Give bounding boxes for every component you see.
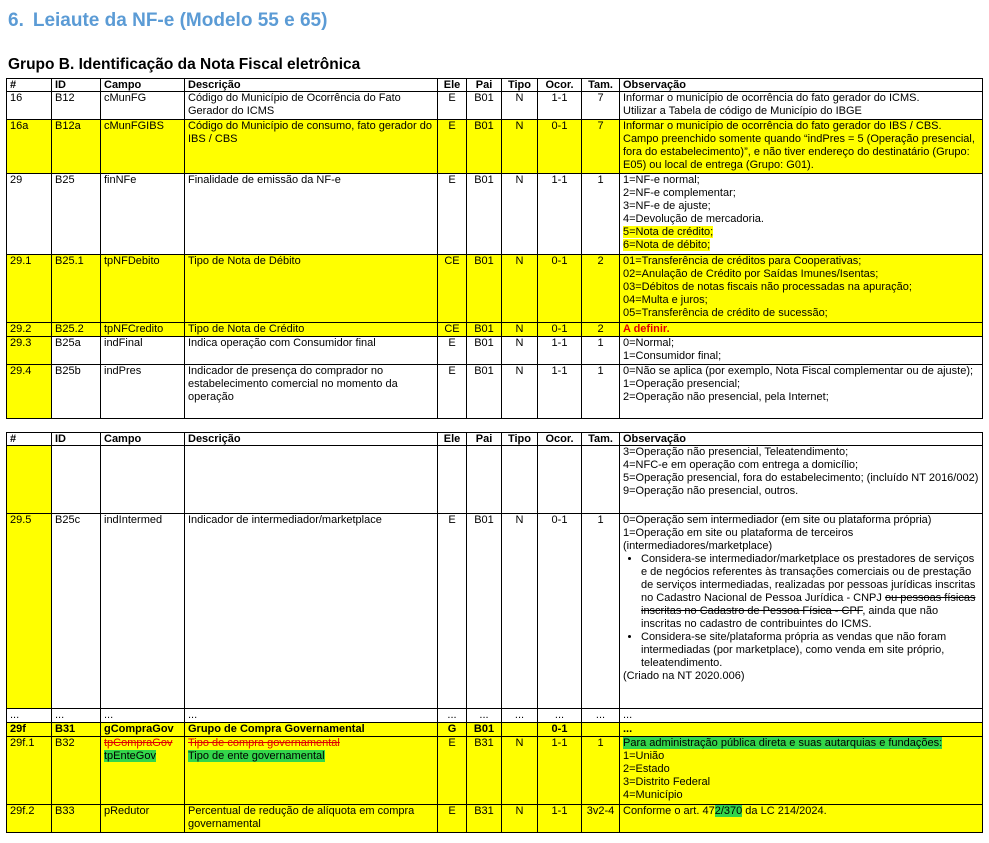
cell-pai: B01	[467, 174, 502, 255]
header-tipo: Tipo	[502, 433, 538, 446]
cell-id: B33	[52, 805, 101, 833]
table-row	[7, 323, 983, 337]
obs-text: , ainda que não inscritas no cadastro de contribuintes do ICMS.	[641, 605, 939, 630]
cell-observacao	[620, 446, 983, 514]
header-num: #	[7, 433, 52, 446]
cell-tipo: N	[502, 255, 538, 323]
desc-new: Tipo de ente governamental	[188, 750, 325, 762]
cell-observacao	[620, 365, 983, 419]
cell-ocor: 0-1	[538, 323, 582, 337]
cell-tam: 1	[582, 737, 620, 805]
section-title: Leiaute da NF-e (Modelo 55 e 65)	[32, 10, 328, 31]
obs-line: 03=Débitos de notas fiscais não processadas na apuração;	[623, 281, 912, 293]
obs-line-highlight: 6=Nota de débito;	[623, 239, 711, 251]
obs-text-green: 2/370	[714, 805, 743, 817]
table-row	[7, 120, 983, 174]
cell-ocor: ...	[538, 709, 582, 723]
cell-descricao: Código do Município de Ocorrência do Fato Gerador do ICMS	[185, 92, 438, 120]
cell-ele: CE	[438, 255, 467, 323]
table-row	[7, 255, 983, 323]
desc-old: Tipo de compra governamental	[188, 737, 340, 749]
cell-observacao: ...	[620, 723, 983, 737]
header-id: ID	[52, 433, 101, 446]
obs-line: Informar o município de ocorrência do fato gerador do ICMS.	[623, 92, 920, 104]
table-row	[7, 337, 983, 365]
cell-observacao: ...	[620, 709, 983, 723]
cell-num: 29f.1	[7, 737, 52, 805]
cell-pai: B01	[467, 120, 502, 174]
cell-num: 29.4	[7, 365, 52, 419]
obs-text: da LC 214/2024.	[742, 805, 827, 817]
cell-tipo	[502, 446, 538, 514]
cell-tam	[582, 723, 620, 737]
cell-pai: B01	[467, 365, 502, 419]
cell-ocor: 1-1	[538, 92, 582, 120]
cell-id: B25a	[52, 337, 101, 365]
cell-descricao: ...	[185, 709, 438, 723]
cell-pai: B01	[467, 514, 502, 709]
obs-bullet	[641, 631, 979, 670]
table-row	[7, 174, 983, 255]
cell-observacao	[620, 92, 983, 120]
cell-descricao: Indica operação com Consumidor final	[185, 337, 438, 365]
section-heading	[8, 10, 327, 32]
header-ocor: Ocor.	[538, 433, 582, 446]
obs-line-green: Para administração pública direta e suas autarquias e fundações:	[623, 737, 943, 749]
obs-line: 4=Devolução de mercadoria.	[623, 213, 764, 225]
cell-ocor: 0-1	[538, 723, 582, 737]
cell-ocor: 1-1	[538, 337, 582, 365]
cell-ocor: 1-1	[538, 737, 582, 805]
header-descricao: Descrição	[185, 433, 438, 446]
cell-num: 29.3	[7, 337, 52, 365]
obs-line: 2=NF-e complementar;	[623, 187, 736, 199]
header-campo: Campo	[101, 79, 185, 92]
cell-descricao	[185, 737, 438, 805]
obs-line: 0=Normal;	[623, 337, 675, 349]
cell-campo	[101, 737, 185, 805]
cell-num: 16	[7, 92, 52, 120]
header-ele: Ele	[438, 433, 467, 446]
cell-tipo: N	[502, 514, 538, 709]
header-ocor: Ocor.	[538, 79, 582, 92]
cell-campo: indPres	[101, 365, 185, 419]
group-title: Grupo B. Identificação da Nota Fiscal eletrônica	[8, 56, 361, 73]
obs-strike-text: ou pessoas físicas inscritas no Cadastro de Pessoa Física - CPF	[641, 592, 976, 617]
obs-text: Considera-se site/plataforma própria as vendas que não foram intermediadas (por marketplace), como venda em site próprio, teleatendimento.	[641, 631, 947, 669]
campo-old: tpCompraGov	[104, 737, 173, 749]
obs-line: (Criado na NT 2020.006)	[623, 670, 745, 682]
cell-campo: pRedutor	[101, 805, 185, 833]
obs-line: 9=Operação não presencial, outros.	[623, 485, 799, 497]
cell-tipo: N	[502, 805, 538, 833]
cell-tam: 1	[582, 365, 620, 419]
header-descricao: Descrição	[185, 79, 438, 92]
cell-pai: B31	[467, 737, 502, 805]
cell-campo: ...	[101, 709, 185, 723]
cell-tipo: N	[502, 174, 538, 255]
cell-campo: gCompraGov	[101, 723, 185, 737]
obs-line: 1=Operação presencial;	[623, 378, 741, 390]
cell-tam: 3v2-4	[582, 805, 620, 833]
cell-ele: E	[438, 120, 467, 174]
cell-ocor: 1-1	[538, 174, 582, 255]
campo-new: tpEnteGov	[104, 750, 156, 762]
obs-line: 3=Operação não presencial, Teleatendimento;	[623, 446, 849, 458]
cell-pai: B01	[467, 337, 502, 365]
header-observacao: Observação	[620, 79, 983, 92]
cell-pai: B01	[467, 323, 502, 337]
header-tipo: Tipo	[502, 79, 538, 92]
cell-num: 29.2	[7, 323, 52, 337]
layout-table-1	[6, 78, 983, 419]
obs-line: 3=NF-e de ajuste;	[623, 200, 711, 212]
cell-pai: B01	[467, 92, 502, 120]
cell-campo: cMunFG	[101, 92, 185, 120]
obs-line: 04=Multa e juros;	[623, 294, 708, 306]
obs-bullets	[623, 553, 979, 670]
obs-text: Considera-se intermediador/marketplace os prestadores de serviços e de negócios referentes às transações comerciais ou de prestação de serviços intermediadas, realizadas por pessoas jurídicas inscritas no Cadastro Nacional de Pessoa Jurídica - CNPJ	[641, 553, 976, 604]
cell-ele: G	[438, 723, 467, 737]
obs-line: 3=Distrito Federal	[623, 776, 711, 788]
cell-id	[52, 446, 101, 514]
cell-descricao: Indicador de intermediador/marketplace	[185, 514, 438, 709]
cell-campo: finNFe	[101, 174, 185, 255]
cell-campo: tpNFCredito	[101, 323, 185, 337]
cell-num: ...	[7, 709, 52, 723]
cell-id: B25.1	[52, 255, 101, 323]
cell-ocor: 1-1	[538, 365, 582, 419]
header-campo: Campo	[101, 433, 185, 446]
obs-line: 0=Não se aplica (por exemplo, Nota Fiscal complementar ou de ajuste);	[623, 365, 974, 377]
table-header-row	[7, 433, 983, 446]
cell-descricao: Tipo de Nota de Crédito	[185, 323, 438, 337]
cell-tam: 1	[582, 337, 620, 365]
obs-line: 1=Consumidor final;	[623, 350, 722, 362]
cell-id: B12	[52, 92, 101, 120]
obs-line: 4=NFC-e em operação com entrega a domicílio;	[623, 459, 859, 471]
cell-id: ...	[52, 709, 101, 723]
header-ele: Ele	[438, 79, 467, 92]
table-row	[7, 805, 983, 833]
table-row	[7, 365, 983, 419]
cell-descricao: Grupo de Compra Governamental	[185, 723, 438, 737]
cell-ele: ...	[438, 709, 467, 723]
obs-bullet	[641, 553, 979, 631]
table-row	[7, 723, 983, 737]
cell-observacao	[620, 737, 983, 805]
cell-ele: E	[438, 92, 467, 120]
cell-ocor	[538, 446, 582, 514]
cell-num: 29.5	[7, 514, 52, 709]
cell-ele	[438, 446, 467, 514]
header-tam: Tam.	[582, 79, 620, 92]
cell-pai: B01	[467, 255, 502, 323]
obs-line: 2=Operação não presencial, pela Internet;	[623, 391, 829, 403]
cell-tam: 2	[582, 255, 620, 323]
header-id: ID	[52, 79, 101, 92]
cell-campo: indIntermed	[101, 514, 185, 709]
cell-id: B25.2	[52, 323, 101, 337]
cell-ele: E	[438, 365, 467, 419]
cell-descricao: Indicador de presença do comprador no estabelecimento comercial no momento da operação	[185, 365, 438, 419]
table-header-row	[7, 79, 983, 92]
cell-ele: E	[438, 514, 467, 709]
cell-num: 29f	[7, 723, 52, 737]
cell-campo	[101, 446, 185, 514]
obs-line: 0=Operação sem intermediador (em site ou plataforma própria)	[623, 514, 932, 526]
cell-id: B31	[52, 723, 101, 737]
obs-line: Utilizar a Tabela de código de Município do IBGE	[623, 105, 862, 117]
cell-tipo: N	[502, 92, 538, 120]
cell-num: 29f.2	[7, 805, 52, 833]
cell-tipo: ...	[502, 709, 538, 723]
cell-ele: E	[438, 337, 467, 365]
cell-descricao: Código do Município de consumo, fato gerador do IBS / CBS	[185, 120, 438, 174]
obs-line: 05=Transferência de crédito de sucessão;	[623, 307, 828, 319]
table-row-ellipsis	[7, 709, 983, 723]
obs-line: 4=Município	[623, 789, 683, 801]
header-pai: Pai	[467, 79, 502, 92]
cell-campo: cMunFGIBS	[101, 120, 185, 174]
cell-ele: E	[438, 805, 467, 833]
table-row	[7, 446, 983, 514]
obs-line: 1=Operação em site ou plataforma de terceiros (intermediadores/marketplace)	[623, 527, 854, 552]
cell-descricao: Tipo de Nota de Débito	[185, 255, 438, 323]
cell-tipo: N	[502, 365, 538, 419]
cell-id: B25	[52, 174, 101, 255]
cell-num: 29.1	[7, 255, 52, 323]
cell-tam: 7	[582, 120, 620, 174]
cell-tam	[582, 446, 620, 514]
cell-observacao	[620, 174, 983, 255]
obs-line: 02=Anulação de Crédito por Saídas Imunes/Isentas;	[623, 268, 879, 280]
cell-ocor: 0-1	[538, 120, 582, 174]
cell-tipo: N	[502, 323, 538, 337]
cell-tipo: N	[502, 337, 538, 365]
header-num: #	[7, 79, 52, 92]
obs-line: 1=NF-e normal;	[623, 174, 700, 186]
cell-id: B25c	[52, 514, 101, 709]
table-row	[7, 92, 983, 120]
obs-line-highlight: 5=Nota de crédito;	[623, 226, 714, 238]
table-row	[7, 514, 983, 709]
cell-descricao	[185, 446, 438, 514]
cell-pai: B01	[467, 723, 502, 737]
cell-observacao	[620, 337, 983, 365]
cell-ele: E	[438, 737, 467, 805]
cell-ocor: 0-1	[538, 255, 582, 323]
cell-id: B32	[52, 737, 101, 805]
cell-tam: 7	[582, 92, 620, 120]
cell-campo: indFinal	[101, 337, 185, 365]
table-row	[7, 737, 983, 805]
cell-tipo: N	[502, 737, 538, 805]
header-pai: Pai	[467, 433, 502, 446]
cell-ocor: 1-1	[538, 805, 582, 833]
cell-ele: CE	[438, 323, 467, 337]
cell-id: B25b	[52, 365, 101, 419]
cell-observacao: Informar o município de ocorrência do fato gerador do IBS / CBS. Campo preenchido somente quando “indPres = 5 (Operação presencial, fora do estabelecimento)”, e não tiver endereço do destinatário (Grupo: E05) ou local de entrega (Grupo: G01).	[620, 120, 983, 174]
cell-num	[7, 446, 52, 514]
cell-pai	[467, 446, 502, 514]
cell-tam: ...	[582, 709, 620, 723]
cell-pai: ...	[467, 709, 502, 723]
header-observacao: Observação	[620, 433, 983, 446]
cell-pai: B31	[467, 805, 502, 833]
cell-tipo	[502, 723, 538, 737]
cell-id: B12a	[52, 120, 101, 174]
obs-text: Conforme o art. 47	[623, 805, 715, 817]
cell-observacao	[620, 805, 983, 833]
section-number: 6.	[8, 10, 24, 31]
cell-descricao: Finalidade de emissão da NF-e	[185, 174, 438, 255]
layout-table-2	[6, 432, 983, 833]
cell-tipo: N	[502, 120, 538, 174]
cell-descricao: Percentual de redução de alíquota em compra governamental	[185, 805, 438, 833]
header-tam: Tam.	[582, 433, 620, 446]
cell-observacao	[620, 255, 983, 323]
cell-observacao	[620, 514, 983, 709]
cell-ele: E	[438, 174, 467, 255]
obs-line: 01=Transferência de créditos para Cooperativas;	[623, 255, 862, 267]
cell-observacao: A definir.	[620, 323, 983, 337]
cell-ocor: 0-1	[538, 514, 582, 709]
cell-num: 16a	[7, 120, 52, 174]
obs-line: 5=Operação presencial, fora do estabelecimento; (incluído NT 2016/002)	[623, 472, 979, 484]
cell-campo: tpNFDebito	[101, 255, 185, 323]
cell-num: 29	[7, 174, 52, 255]
cell-tam: 1	[582, 514, 620, 709]
cell-tam: 1	[582, 174, 620, 255]
cell-tam: 2	[582, 323, 620, 337]
obs-line: 1=União	[623, 750, 665, 762]
obs-line: 2=Estado	[623, 763, 670, 775]
